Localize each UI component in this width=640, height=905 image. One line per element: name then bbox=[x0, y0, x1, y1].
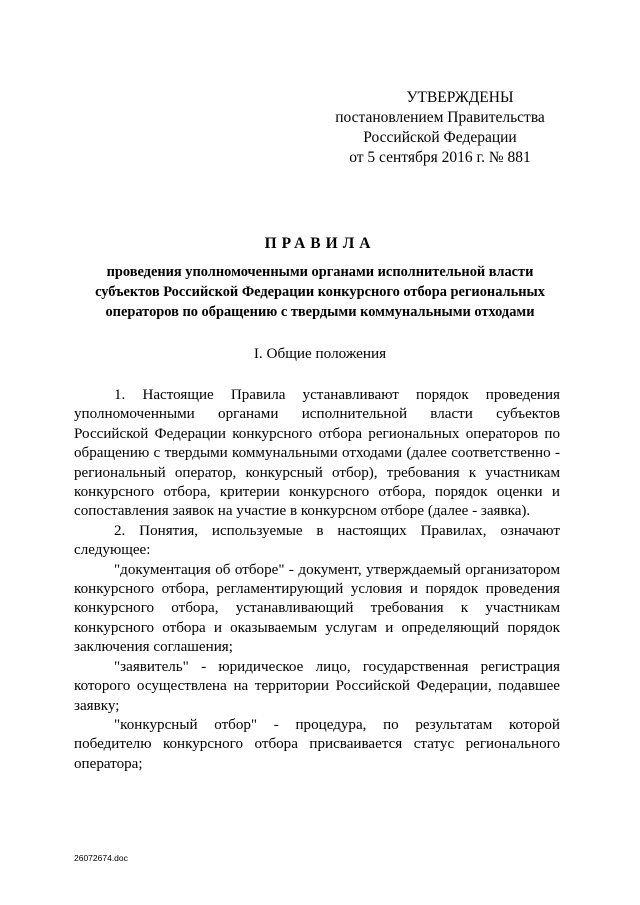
approval-line: от 5 сентября 2016 г. № 881 bbox=[349, 149, 531, 166]
document-title: ПРАВИЛА bbox=[264, 235, 376, 252]
paragraph: "документация об отборе" - документ, утверждаемый организатором конкурсного отбора, регламентирующий условия и порядок проведения конкурсного отбора, устанавливающий требования к участникам конкурсного отбора и оказываемым услугам и определяющий порядок заключения соглашения; bbox=[74, 561, 560, 656]
paragraph: 1. Настоящие Правила устанавливают порядок проведения уполномоченными органами исполнительной власти субъектов Российской Федерации конкурсного отбора региональных операторов по обращению с твердыми коммунальными отходами (далее соответственно - региональный оператор, конкурсный отбор), требования к участникам конкурсного отбора, критерии конкурсного отбора, порядок оценки и сопоставления заявок на участие в конкурсном отборе (далее - заявка). bbox=[74, 387, 560, 520]
document-body bbox=[74, 386, 560, 774]
subtitle-line: проведения уполномоченными органами исполнительной власти bbox=[106, 264, 534, 280]
file-name-footer: 26072674.doc bbox=[74, 853, 128, 863]
paragraph: "заявитель" - юридическое лицо, государственная регистрация которого осуществлена на территории Российской Федерации, подавшее заявку; bbox=[74, 658, 560, 714]
paragraph: 2. Понятия, используемые в настоящих Правилах, означают следующее: bbox=[74, 522, 560, 559]
approval-block bbox=[320, 88, 560, 168]
subtitle-line: субъектов Российской Федерации конкурсного отбора региональных bbox=[95, 284, 545, 300]
approval-line: постановлением Правительства bbox=[335, 109, 545, 126]
approval-title: УТВЕРЖДЕНЫ bbox=[406, 89, 514, 106]
section-heading: I. Общие положения bbox=[253, 345, 387, 362]
paragraph: "конкурсный отбор" - процедура, по результатам которой победителю конкурсного отбора присваивается статус регионального оператора; bbox=[74, 716, 560, 772]
subtitle-line: операторов по обращению с твердыми коммунальными отходами bbox=[105, 304, 535, 320]
approval-line: Российской Федерации bbox=[363, 129, 517, 146]
document-subtitle bbox=[60, 262, 580, 322]
